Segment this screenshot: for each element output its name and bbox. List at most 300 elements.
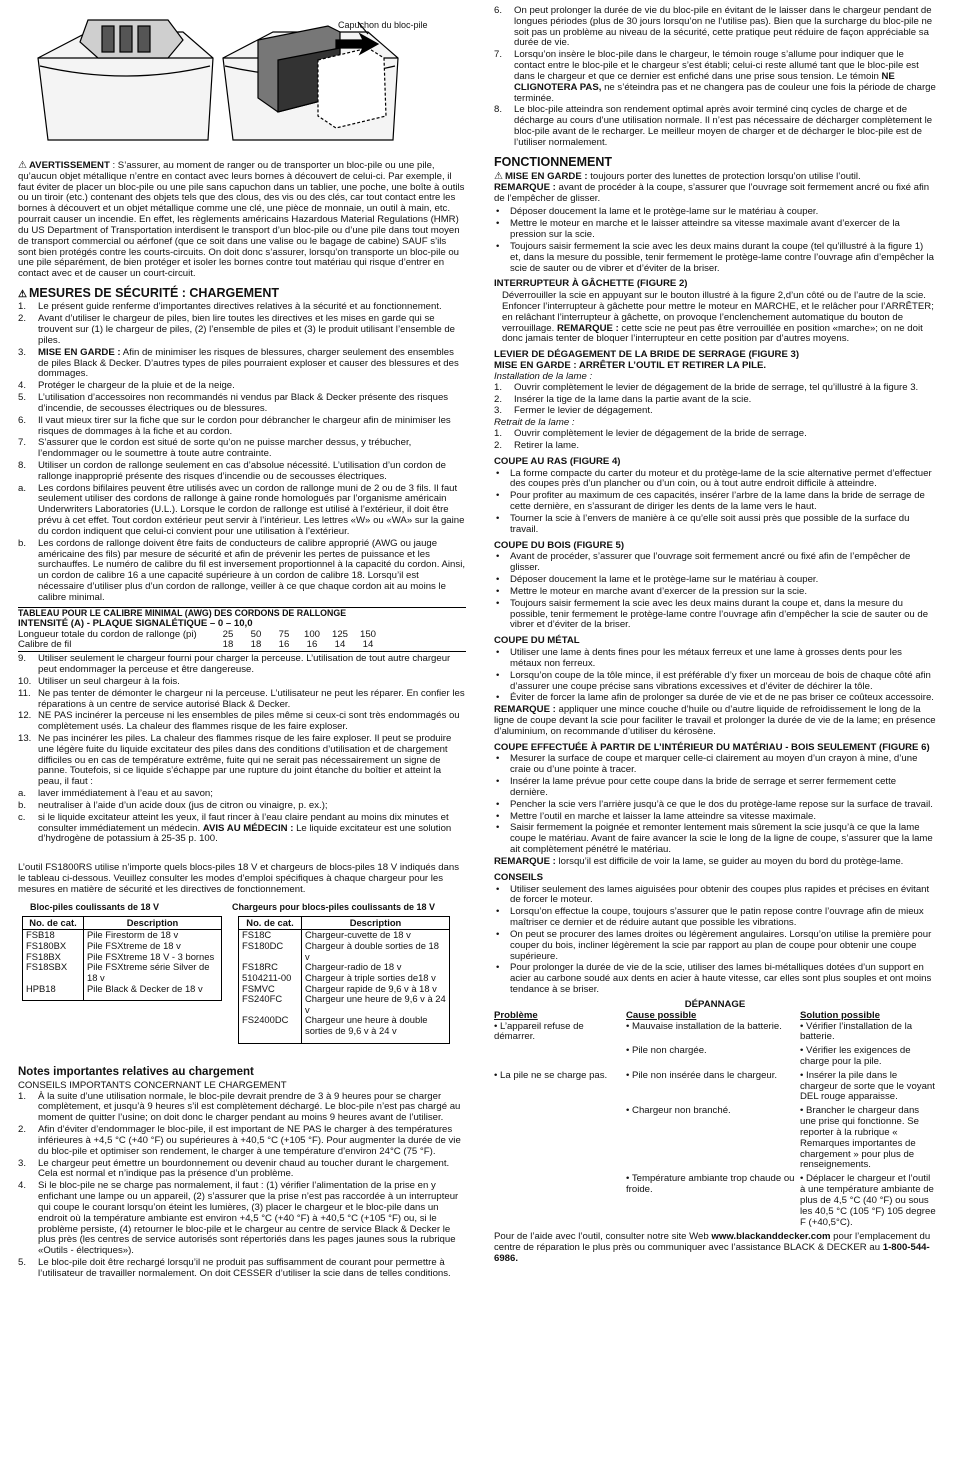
safety-item: [18, 801, 466, 812]
safety-text: Le présent guide renferme d’importantes directives relatives à la sécurité et au fonctionnement.: [38, 301, 442, 313]
operation-warning-label: MISE EN GARDE :: [504, 170, 588, 182]
safety-title: MESURES DE SÉCURITÉ : CHARGEMENT: [28, 286, 279, 301]
awg-table-title: TABLEAU POUR LE CALIBRE MINIMAL (AWG) DES CORDONS DE RALLONGE: [18, 607, 466, 619]
phone-number: 1-800-544-6986.: [494, 1242, 930, 1265]
bullet-icon: •: [496, 810, 500, 822]
safety-number: c.: [18, 811, 26, 823]
metal-remark-text: appliquer une mince couche d’huile ou d’autre liquide de refroidissement le long de la ligne de coupe devant la scie pour faciliter le travail et prolonger la durée de vie de la lame; en présence d’aluminium, on recommande d’utiliser du kérosène.: [494, 704, 936, 737]
safety-text: Avant d’utiliser le chargeur de piles, bien lire toutes les directives et les mises en garde qui se trouvent sur (1) le chargeur de piles, (2) l’ensemble de piles et (3) le produit utilisant l’ensemble de piles.: [38, 313, 456, 346]
charger-row: [239, 973, 450, 984]
safety-text: MISE EN GARDE : Afin de minimiser les risques de blessures, charger seulement des ensembles de piles Black & Decker. D’autres types de piles pourraient exploser et causer des blessures et des dommages.: [38, 346, 459, 380]
pack-row: [23, 962, 222, 983]
awg-length-value: 150: [359, 628, 376, 640]
wood-text: Toujours saisir fermement la scie avec les deux mains durant la coupe et, dans la mesure du possible, tenir fermement le protège-lame contre l’ouvrage afin d’empêcher la scie de sauter ou de vibrer et d’éviter de la briser.: [510, 597, 929, 631]
note-item: [494, 105, 936, 148]
bullet-icon: •: [496, 798, 500, 810]
footer-text-2: pour l’emplacement du centre de réparation le plus près ou communiquer avec l’assistance BLACK & DECKER au: [494, 1231, 931, 1254]
packs-table: [22, 916, 222, 1001]
safety-text: Protéger le chargeur de la pluie et de la neige.: [38, 380, 235, 392]
metal-text: Lorsqu’on coupe de la tôle mince, il est préférable d’y fixer un morceau de bois de chaque côté afin d’assurer une coupe précise sans vibrations excessives et d’éviter de déchirer la tôle.: [510, 669, 931, 692]
cause-cell: • Pile non chargée.: [626, 1045, 707, 1057]
charger-cat-number: 5104211-00: [239, 973, 302, 984]
note-number: 8.: [494, 104, 503, 116]
safety-number: 6.: [18, 414, 27, 426]
metal-text: Éviter de forcer la lame afin de prolonger sa durée de vie et de ne pas briser ce coûteux accessoire.: [510, 692, 934, 704]
safety-number: b.: [18, 537, 27, 549]
safety-item: [18, 314, 466, 346]
pack-cat-number: FS18SBX: [23, 962, 84, 983]
safety-item: [18, 484, 466, 538]
remove-step-item: [494, 441, 936, 452]
note-item: [18, 1181, 466, 1257]
left-column: [18, 0, 466, 1281]
note-text: Lorsqu’on insère le bloc-pile dans le chargeur, le témoin rouge s’allume pour indiquer que le contact entre le bloc-pile et le chargeur s’est établi; celui-ci reste allumé tant que le bloc-pile est dans le chargeur et que ce dernier est enfiché dans une prise sous tension. Le témoin NE CLIGNOTERA PAS, ne s’éteindra pas et ne changera pas de couleur une fois la période de charge terminée.: [514, 49, 936, 104]
warning-triangle-icon: ⚠: [494, 170, 503, 182]
pack-description: Pile FSXtreme 18 V - 3 bornes: [84, 952, 222, 963]
install-step-number: 2.: [494, 393, 503, 405]
safety-number: 1.: [18, 301, 27, 313]
safety-text: Ne pas incinérer les piles. La chaleur des flammes risque de les faire exploser. Il peut se produire une légère fuite du liquide excitateur des piles dans des conditions d’utilisation et de chargement difficiles ou en cas de température extrême, fuite qui ne serait pas nécessairement un signe de panne. Toutefois, si ce liquide s’échappe par une rupture du joint étanche du boîtier et atteint la peau, il faut :: [38, 732, 452, 788]
solution-cell: • Brancher le chargeur dans une prise qui fonctionne. Se reporter à la rubrique « Remarques importantes de chargement » pour plus de renseignements.: [800, 1105, 920, 1171]
note-number: 7.: [494, 49, 503, 61]
solution-cell: • Déplacer le chargeur et l’outil à une température ambiante de plus de 4,5 °C (40 °F) ou sous les 40,5 °C (105 °F) 105 degree F (+40,5°C).: [800, 1173, 936, 1228]
wood-text: Mettre le moteur en marche avant d’exercer de la pression sur la scie.: [510, 585, 808, 597]
safety-text: S’assurer que le cordon est situé de sorte qu’on ne puisse marcher dessus, y trébucher, l’endommager ou le soumettre à toute autre contrainte.: [38, 437, 412, 460]
safety-number: a.: [18, 482, 27, 494]
safety-item: [18, 393, 466, 415]
notes-list: [18, 1092, 466, 1280]
metal-remark-label: REMARQUE :: [494, 704, 556, 716]
operation-text: Toujours saisir fermement la scie avec les deux mains durant la coupe (tel qu’illustré à la figure 1) et, dans la mesure du possible, tenir fermement le protège-lame contre l’ouvrage afin d’empêcher la scie de sauter ou de vibrer et d’éviter de la briser.: [510, 240, 934, 274]
charger-description: Chargeur rapide de 9,6 v à 18 v: [302, 984, 450, 995]
packs-col-cat: No. de cat.: [23, 916, 84, 930]
safety-item: [18, 789, 466, 800]
warning-label: AVERTISSEMENT: [28, 160, 110, 171]
interior-text: Mesurer la surface de coupe et marquer celle-ci clairement au moyen d’un crayon à mine, d’une craie ou d’une pointe à tracer.: [510, 753, 918, 776]
note-number: 2.: [18, 1124, 27, 1136]
bullet-icon: •: [496, 206, 500, 218]
install-step-text: Ouvrir complètement le levier de dégagement de la bride de serrage, tel qu’illustré à la figure 3.: [514, 381, 919, 393]
troubleshooting-row: [494, 1022, 936, 1044]
safety-text: Les cordons de rallonge doivent être faits de conducteurs de calibre approprié (AWG ou jauge américaine des fils) par mesure de sécurité et afin de prévenir les pertes de puissance et les surchauffes. Le numéro de calibre du fil est inversement proportionnel à la capacité du cordon. Ainsi, un cordon de calibre 16 a une capacité supérieure à un cordon de calibre 18. Lorsqu’il est nécessaire d’utiliser plus d’un cordon de rallonge, veiller à ce que chaque cordon ait au moins le calibre minimal.: [38, 537, 465, 603]
safety-text: Il vaut mieux tirer sur la fiche que sur le cordon pour débrancher le chargeur afin de minimiser les risques de dommages à la fiche et au cordon.: [38, 414, 451, 437]
fs-intro-paragraph: L’outil FS1800RS utilise n’importe quels blocs-piles 18 V et chargeurs de blocs-piles 18 V indiqués dans le tableau ci-dessous. Veuillez consulter les modes d’emploi spécifiques à chaque chargeur pour les mesures en matière de sécurité et les directives de fonctionnement.: [18, 862, 460, 895]
safety-list-continued: [18, 654, 466, 845]
warning-paragraph: [18, 160, 466, 280]
compatibility-tables: [18, 902, 466, 1062]
remove-step-number: 1.: [494, 428, 503, 440]
tip-text: Lorsqu’on effectue la coupe, toujours s’assurer que le patin repose contre l’ouvrage afin de mieux maîtriser ce dernier et de réduire autant que possible les vibrations.: [510, 906, 924, 929]
operation-text: Déposer doucement la lame et le protège-lame sur le matériau à couper.: [510, 206, 819, 218]
awg-length-label: Longueur totale du cordon de rallonge (pi): [18, 628, 197, 640]
bullet-icon: •: [496, 240, 500, 252]
operation-remark-label: REMARQUE :: [494, 181, 556, 193]
safety-number: 2.: [18, 313, 27, 325]
bullet-icon: •: [496, 883, 500, 895]
install-step-text: Fermer le levier de dégagement.: [514, 405, 653, 417]
interior-text: Saisir fermement la poignée et remonter lentement mais sûrement la scie jusqu’à ce que la lame coupe le matériau. Avant de faire avancer la scie le long de la ligne de coupe, s’assurer que la lame ait complètement pénétré le matériau.: [510, 822, 933, 856]
bullet-icon: •: [496, 822, 500, 834]
bullet-icon: •: [496, 490, 500, 502]
note-text: On peut prolonger la durée de vie du bloc-pile en évitant de le laisser dans le chargeur pendant de longues périodes (plus de 30 jours lorsqu’on ne l’utilise pas). Bien que la surcharge du bloc-pile ne soit pas un problème au niveau de la sécurité, cette pratique peut réduire de façon appréciable sa durée de vie.: [514, 5, 933, 49]
note-item: [18, 1092, 466, 1124]
pack-description: Pile FSXtreme de 18 v: [84, 941, 222, 952]
remove-list: [494, 429, 936, 452]
safety-number: 11.: [18, 687, 31, 699]
cause-cell: • Température ambiante trop chaude ou froide.: [626, 1173, 795, 1196]
charger-description: Chargeur une heure à double sorties de 9,6 v à 24 v: [302, 1015, 450, 1043]
interior-remark-label: REMARQUE :: [494, 855, 556, 867]
install-step-text: Insérer la tige de la lame dans la partie avant de la scie.: [514, 393, 752, 405]
install-step-item: [494, 406, 936, 417]
warning-triangle-icon: ⚠: [18, 160, 27, 171]
pack-cat-number: FSB18: [23, 930, 84, 941]
pack-cat-number: HPB18: [23, 984, 84, 1001]
note-item: [18, 1258, 466, 1280]
safety-item: [18, 734, 466, 788]
troubleshooting-header: [494, 1011, 936, 1022]
note-number: 4.: [18, 1180, 27, 1192]
safety-text: L’utilisation d’accessoires non recommandés ni vendus par Black & Decker présente des risques d’incendie, de secousses électriques ou de blessures.: [38, 392, 449, 414]
safety-text: si le liquide excitateur atteint les yeux, il faut rincer à l’eau claire pendant au moins dix minutes et consulter immédiatement un médecin. AVIS AU MÉDECIN : Le liquide excitateur est une solution d’hydrogène de potassium à 25-35 p. 100.: [38, 811, 452, 845]
interior-text: Mettre l’outil en marche et laisser la lame atteindre sa vitesse maximale.: [510, 810, 817, 822]
safety-text: Ne pas tenter de démonter le chargeur ni la perceuse. L’utilisateur ne peut les réparer. En confier les réparations à un centre de service autorisé Black & Decker.: [38, 687, 465, 710]
chargers-col-cat: No. de cat.: [239, 916, 302, 930]
safety-number: a.: [18, 788, 27, 800]
note-number: 1.: [18, 1090, 27, 1102]
trigger-paragraph: [494, 291, 936, 345]
awg-gauge-value: 16: [278, 639, 290, 651]
note-text: Afin d’éviter d’endommager le bloc-pile, il est important de NE PAS le charger à des températures inférieures à +4,5 °C (+40 °F) ou supérieures à +40,5 °C (+105 °F). Pour augmenter la durée de vie du bloc-pile et optimiser son rendement, le charger à une température d’environ 24°C (75 °F).: [38, 1124, 461, 1157]
note-number: 3.: [18, 1157, 27, 1169]
metal-text: Utiliser une lame à dents fines pour les métaux ferreux et une lame à grosses dents pour les métaux non ferreux.: [510, 647, 902, 669]
note-item: [18, 1159, 466, 1181]
awg-gauge-value: 14: [334, 639, 346, 651]
remove-step-text: Ouvrir complètement le levier de dégagement de la bride de serrage.: [514, 428, 807, 440]
note-text: À la suite d’une utilisation normale, le bloc-pile devrait prendre de 3 à 9 heures pour se charger complètement, et jusqu’à 9 heures s’il est complètement déchargé. Le bloc-pile n’est pas chargé au moment de quitter l’usine; on doit donc le charger pendant au moins 9 heures avant de l’utiliser.: [38, 1090, 461, 1124]
flush-text: Tourner la scie à l’envers de manière à ce qu’elle soit aussi près que possible de la surface du travail.: [510, 512, 910, 535]
problem-cell: [494, 1106, 626, 1171]
cause-cell: • Pile non insérée dans le chargeur.: [626, 1069, 778, 1081]
pack-cat-number: FS18BX: [23, 952, 84, 963]
notes-heading: Notes importantes relatives au chargement: [18, 1065, 254, 1078]
safety-number: b.: [18, 799, 27, 811]
solution-header: Solution possible: [800, 1009, 880, 1021]
interior-item: [494, 812, 936, 823]
wood-item: [494, 587, 936, 598]
interior-text: Pencher la scie vers l’arrière jusqu’à ce que le dos du protège-lame repose sur la surface de travail.: [510, 798, 933, 810]
pack-row: [23, 984, 222, 1001]
troubleshooting-title: DÉPANNAGE: [684, 998, 746, 1010]
safety-bold: MISE EN GARDE :: [38, 346, 121, 358]
notes-list-continued: [494, 6, 936, 149]
troubleshooting-row: [494, 1046, 936, 1068]
charger-cat-number: FS240FC: [239, 994, 302, 1015]
interior-bullets: [494, 754, 936, 855]
wood-heading: COUPE DU BOIS (FIGURE 5): [494, 539, 625, 551]
pack-description: Pile Firestorm de 18 v: [84, 930, 222, 941]
right-column: [494, 6, 936, 1268]
remove-step-text: Retirer la lame.: [514, 439, 580, 451]
interior-remark: [494, 857, 936, 868]
troubleshooting-row: [494, 1174, 936, 1228]
safety-number: 13.: [18, 732, 32, 744]
bullet-icon: •: [496, 962, 500, 974]
wood-item: [494, 599, 936, 631]
flush-text: La forme compacte du carter du moteur et du protège-lame de la scie alternative permet d’effectuer des coupes près d’un plancher ou d’un coin, ou à tout autre endroit difficile à atteindre.: [510, 467, 932, 490]
tips-heading: CONSEILS: [494, 871, 544, 883]
problem-header: Problème: [494, 1009, 538, 1021]
bullet-icon: •: [496, 574, 500, 586]
interior-item: [494, 754, 936, 776]
operation-warning-text: toujours porter des lunettes de protection lorsqu’on utilise l’outil.: [587, 170, 861, 182]
website-link[interactable]: www.blackanddecker.com: [711, 1231, 831, 1243]
tip-text: On peut se procurer des lames droites ou légèrement angulaires. Lorsqu’on utilise la première pour couper du bois, incliner légèrement la scie par rapport au plan de coupe pour obtenir une coupe supérieure.: [510, 928, 932, 962]
install-label: Installation de la lame :: [494, 370, 593, 382]
pack-description: Pile FSXtreme série Silver de 18 v: [84, 962, 222, 983]
notes-subtitle: CONSEILS IMPORTANTS CONCERNANT LE CHARGEMENT: [18, 1079, 287, 1091]
bullet-icon: •: [496, 647, 500, 659]
note-number: 6.: [494, 5, 503, 16]
awg-gauge-label: Calibre de fil: [18, 639, 72, 651]
cause-header: Cause possible: [626, 1009, 697, 1021]
safety-bold: AVIS AU MÉDECIN :: [202, 822, 294, 834]
trigger-remark-text: cette scie ne peut pas être verrouillée en position «marche»; on ne doit donc jamais tenter de bloquer l’interrupteur en cette position par d’autres moyens.: [502, 322, 923, 345]
safety-text: Utiliser un seul chargeur à la fois.: [38, 675, 180, 687]
pack-description: Pile Black & Decker de 18 v: [84, 984, 222, 1001]
install-step-item: [494, 395, 936, 406]
troubleshooting-row: [494, 1106, 936, 1171]
note-number: 5.: [18, 1256, 27, 1268]
note-text: Le chargeur peut émettre un bourdonnement ou devenir chaud au toucher durant le chargement. Cela est normal et n’indique pas la présence d’un problème.: [38, 1157, 450, 1180]
warning-triangle-icon: ⚠: [18, 289, 27, 301]
safety-item: [18, 654, 466, 676]
interior-item: [494, 823, 936, 855]
interior-item: [494, 800, 936, 811]
troubleshooting-rows: [494, 1022, 936, 1229]
operation-bullets: [494, 207, 936, 274]
flush-bullets: [494, 469, 936, 536]
metal-item: [494, 648, 936, 670]
cause-cell: • Mauvaise installation de la batterie.: [626, 1020, 782, 1032]
safety-item: [18, 689, 466, 711]
metal-remark: [494, 705, 936, 737]
interior-heading: COUPE EFFECTUÉE À PARTIR DE L’INTÉRIEUR DU MATÉRIAU - BOIS SEULEMENT (FIGURE 6): [494, 741, 930, 753]
awg-gauge-row: [18, 640, 466, 652]
safety-text: NE PAS incinérer la perceuse ni les ensembles de piles même si ceux-ci sont très endommagés ou complètement usés. La chaleur des flammes risque de les faire exploser.: [38, 710, 460, 733]
tips-bullets: [494, 885, 936, 996]
operation-warning: [494, 171, 936, 204]
bullet-icon: •: [496, 218, 500, 230]
safety-item: [18, 677, 466, 688]
flush-item: [494, 514, 936, 536]
wood-text: Avant de procéder, s’assurer que l’ouvrage soit fermement ancré ou fixé afin de l’empêcher de glisser.: [510, 551, 911, 574]
bullet-icon: •: [496, 669, 500, 681]
interior-remark-text: lorsqu’il est difficile de voir la lame, se guider au moyen du bord du protège-lame.: [555, 855, 904, 867]
charger-row: [239, 941, 450, 962]
bullet-icon: •: [496, 692, 500, 704]
safety-text: neutraliser à l’aide d’un acide doux (jus de citron ou vinaigre, p. ex.);: [38, 799, 328, 811]
problem-cell: [494, 1046, 626, 1068]
awg-length-value: 75: [278, 628, 290, 640]
remove-step-item: [494, 429, 936, 440]
solution-cell: • Vérifier les exigences de charge pour la pile.: [800, 1045, 911, 1067]
operation-item: [494, 242, 936, 274]
note-text: Si le bloc-pile ne se charge pas normalement, il faut : (1) vérifier l’alimentation de la prise en y enfichant une lampe ou un appareil, (2) s’assurer que la prise n’est pas raccordée à un interrupteur qui coupe le courant lorsqu’on éteint les lumières, (3) placer le chargeur et le bloc-pile dans un endroit où la température ambiante est environ +4,5 °C (+40 °F) à +40,5 °C (+105 °F) ou, si le problème persiste, (4) retourner le bloc-pile et le chargeur au centre de service Black & Decker le plus près (les centres de service autorisés sont répertoriés dans les pages jaunes sous la rubrique «Outils - électriques»).: [38, 1180, 459, 1257]
install-step-item: [494, 383, 936, 394]
safety-item: [18, 813, 466, 845]
troubleshooting-row: [494, 1071, 936, 1103]
chargers-table: [238, 916, 450, 1044]
safety-text: Les cordons bifilaires peuvent être utilisés avec un cordon de rallonge muni de 2 ou de 3 fils. Il faut seulement utiliser des cordons de rallonge à gaine ronde homologués par l’organisme américain Underwriters Laboratories (U.L.). Lorsque le cordon de rallonge est utilisé à l’extérieur, il doit être prévu à cet effet. Tout cordon extérieur peut servir à l’intérieur. Les lettres «W» ou «WA» sur la gaine du cordon indiquent que celui-ci convient pour une utilisation à l’extérieur.: [38, 482, 465, 537]
tip-item: [494, 930, 936, 962]
safety-number: 7.: [18, 437, 27, 449]
pack-cat-number: FS180BX: [23, 941, 84, 952]
charger-cat-number: FSMVC: [239, 984, 302, 995]
bullet-icon: •: [496, 512, 500, 524]
remove-label: Retrait de la lame :: [494, 417, 575, 429]
tip-item: [494, 885, 936, 907]
problem-cell: • L’appareil refuse de démarrer.: [494, 1020, 584, 1043]
metal-item: [494, 671, 936, 693]
bullet-icon: •: [496, 928, 500, 940]
note-item: [494, 50, 936, 104]
flush-item: [494, 491, 936, 513]
charger-description: Chargeur à triple sorties de18 v: [302, 973, 450, 984]
operation-remark-text: avant de procéder à la coupe, s’assurer que l’ouvrage soit fermement ancré ou fixé afin de l’empêcher de glisser.: [494, 181, 930, 204]
awg-gauge-value: 18: [222, 639, 234, 651]
bullet-icon: •: [496, 753, 500, 765]
charger-row: [239, 1015, 450, 1043]
interior-item: [494, 777, 936, 799]
lever-warning: MISE EN GARDE : ARRÊTER L’OUTIL ET RETIRER LA PILE.: [494, 360, 767, 372]
note-bold: NE CLIGNOTERA PAS,: [514, 70, 895, 93]
bullet-icon: •: [496, 597, 500, 609]
metal-heading: COUPE DU MÉTAL: [494, 635, 580, 647]
safety-item: [18, 539, 466, 604]
bullet-icon: •: [496, 906, 500, 918]
safety-item: [18, 438, 466, 460]
wood-item: [494, 575, 936, 586]
bullet-icon: •: [496, 551, 500, 563]
interior-text: Insérer la lame prévue pour cette coupe dans la bride de serrage et serrer fermement cette dernière.: [510, 776, 897, 798]
charger-description: Chargeur à double sorties de 18 v: [302, 941, 450, 962]
metal-bullets: [494, 648, 936, 704]
wood-item: [494, 552, 936, 574]
problem-cell: [494, 1174, 626, 1228]
cause-cell: • Chargeur non branché.: [626, 1105, 731, 1117]
bullet-icon: •: [496, 776, 500, 788]
safety-list: [18, 302, 466, 603]
battery-illustration: [18, 0, 466, 160]
warning-text: : S’assurer, au moment de ranger ou de transporter un bloc-pile ou une pile, qu’aucun objet métallique n’entre en contact avec leurs bornes à découvert de celui-ci. Par exemple, il faut éviter de placer un bloc-pile ou une pile sans capuchon dans un tablier, une poche, une boîte à outils ou un tiroir (etc.) contenant des objets tels que des clous, des vis ou des clés, car tout contact entre les bornes à découvert et un objet métallique comme une clé, une pièce de monnaie, un outil à main, etc. pourrait causer un incendie. En effet, les règlements américains Hazardous Material Regulations (HMR) du US Department of Transportation interdisent le transport d’un bloc-pile ou d’une pile dans tout moyen de transport commercial ou aérfonef (que ce soit dans une valise ou le bagage de cabine) SAUF s’ils sont bien protégés contre les courts-circuits. On doit donc s’assurer, lorsqu’on transporte un bloc-pile ou une pile séparément, de bien protéger et isoler les bornes contre tout matériau qui risque d’entrer en contact avec et de causer un court-circuit.: [18, 160, 465, 280]
operation-heading: FONCTIONNEMENT: [494, 154, 613, 169]
trigger-heading: INTERRUPTEUR À GÂCHETTE (FIGURE 2): [494, 278, 688, 290]
tip-item: [494, 907, 936, 929]
charger-description: Chargeur-cuvette de 18 v: [302, 930, 450, 941]
charger-description: Chargeur une heure de 9,6 v à 24 v: [302, 994, 450, 1015]
bullet-icon: •: [496, 585, 500, 597]
safety-item: [18, 381, 466, 392]
solution-cell: • Vérifier l’installation de la batterie.: [800, 1020, 913, 1043]
install-step-number: 1.: [494, 381, 503, 393]
awg-length-row: [18, 630, 466, 641]
wood-text: Déposer doucement la lame et le protège-lame sur le matériau à couper.: [510, 574, 819, 586]
safety-number: 4.: [18, 380, 27, 392]
footer-paragraph: [494, 1232, 936, 1264]
safety-text: Utiliser seulement le chargeur fourni pour charger la perceuse. L’utilisation de tout autre chargeur peut endommager la perceuse et être dangereuse.: [38, 653, 451, 676]
awg-gauge-value: 16: [306, 639, 318, 651]
charger-cat-number: FS18C: [239, 930, 302, 941]
awg-gauge-value: 14: [362, 639, 374, 651]
safety-text: laver immédiatement à l’eau et au savon;: [38, 788, 213, 800]
note-text: Le bloc-pile atteindra son rendement optimal après avoir terminé cinq cycles de charge et de décharge au cours d’une utilisation normale. Il n’est pas nécessaire de décharger complètement le bloc-pile avant de le recharger. Le meilleur moyen de charger et de décharger le bloc-pile est de l’utiliser normalement.: [514, 104, 933, 148]
trigger-text: Déverrouiller la scie en appuyant sur le bouton illustré à la figure 2,d’un côté ou de l’autre de la scie. Enfoncer l’interrupteur à gâchette pour mettre le moteur en MARCHE, et le relâcher pour l’ARRÊTER; en relâchant l’interrupteur à gâchette, on provoque l’enclenchement automatique du bouton de verrouillage.: [502, 290, 934, 334]
note-item: [494, 6, 936, 49]
safety-number: 5.: [18, 392, 27, 404]
awg-length-value: 125: [331, 628, 348, 640]
safety-number: 8.: [18, 460, 27, 471]
operation-item: [494, 219, 936, 241]
charger-row: [239, 994, 450, 1015]
flush-text: Pour profiter au maximum de ces capacités, insérer l’arbre de la lame dans la bride de serrage de cette dernière, en s’assurant de diriger les dents de la lame vers le haut.: [510, 490, 925, 513]
safety-item: [18, 461, 466, 483]
battery-cap-label: Capuchon du bloc-pile: [338, 20, 428, 30]
safety-item: [18, 711, 466, 733]
flush-heading: COUPE AU RAS (FIGURE 4): [494, 455, 621, 467]
awg-length-value: 100: [303, 628, 320, 640]
safety-item: [18, 348, 466, 380]
metal-item: [494, 693, 936, 704]
operation-item: [494, 207, 936, 218]
awg-length-value: 50: [250, 628, 262, 640]
charger-cat-number: FS2400DC: [239, 1015, 302, 1043]
solution-cell: • Insérer la pile dans le chargeur de sorte que le voyant DEL rouge apparaisse.: [800, 1069, 935, 1103]
charger-cat-number: FS180DC: [239, 941, 302, 962]
charger-description: Chargeur-radio de 18 v: [302, 962, 450, 973]
safety-heading: [18, 286, 466, 300]
awg-length-value: 25: [222, 628, 234, 640]
note-item: [18, 1125, 466, 1157]
footer-text: Pour de l’aide avec l’outil, consulter notre site Web: [494, 1231, 712, 1243]
safety-number: 9.: [18, 653, 27, 665]
packs-col-desc: Description: [84, 916, 222, 930]
safety-number: 3.: [18, 346, 27, 358]
install-list: [494, 383, 936, 417]
operation-text: Mettre le moteur en marche et le laisser atteindre sa vitesse maximale avant d’exercer de la pression sur la scie.: [510, 218, 900, 241]
problem-cell: • La pile ne se charge pas.: [494, 1069, 608, 1081]
remove-step-number: 2.: [494, 439, 503, 451]
bullet-icon: •: [496, 467, 500, 479]
safety-item: [18, 302, 466, 313]
note-text: Le bloc-pile doit être rechargé lorsqu’il ne produit pas suffisamment de courant pour permettre à l’utilisateur de travailler normalement. On doit CESSER d’utiliser la scie dans de telles conditions.: [38, 1256, 451, 1279]
awg-table-subtitle: INTENSITÉ (A) - PLAQUE SIGNALÉTIQUE – 0 – 10,0: [18, 617, 253, 629]
lever-heading: LEVIER DE DÉGAGEMENT DE LA BRIDE DE SERRAGE (FIGURE 3): [494, 349, 800, 361]
tip-text: Utiliser seulement des lames aiguisées pour obtenir des coupes plus rapides et précises en évitant de forcer le moteur.: [510, 883, 930, 906]
safety-number: 10.: [18, 675, 32, 687]
safety-item: [18, 416, 466, 438]
tip-item: [494, 963, 936, 995]
install-step-number: 3.: [494, 405, 503, 417]
safety-text: Utiliser un cordon de rallonge seulement en cas d’absolue nécessité. L’utilisation d’un cordon de rallonge inapproprié présente des risques d’incendie ou de secousses électriques.: [38, 460, 446, 482]
flush-item: [494, 469, 936, 491]
awg-gauge-value: 18: [250, 639, 262, 651]
safety-number: 12.: [18, 710, 32, 722]
tip-text: Pour prolonger la durée de vie de la scie, utiliser des lames bi-métalliques dotées d’un support en acier au carbone soudé aux dents en acier à haute vitesse, car elles sont plus souples et ont moins tendance à se briser.: [510, 962, 932, 996]
chargers-caption: Chargeurs pour blocs-piles coulissants de 18 V: [232, 901, 436, 912]
chargers-col-desc: Description: [302, 916, 450, 930]
trigger-remark-label: REMARQUE :: [556, 322, 619, 334]
